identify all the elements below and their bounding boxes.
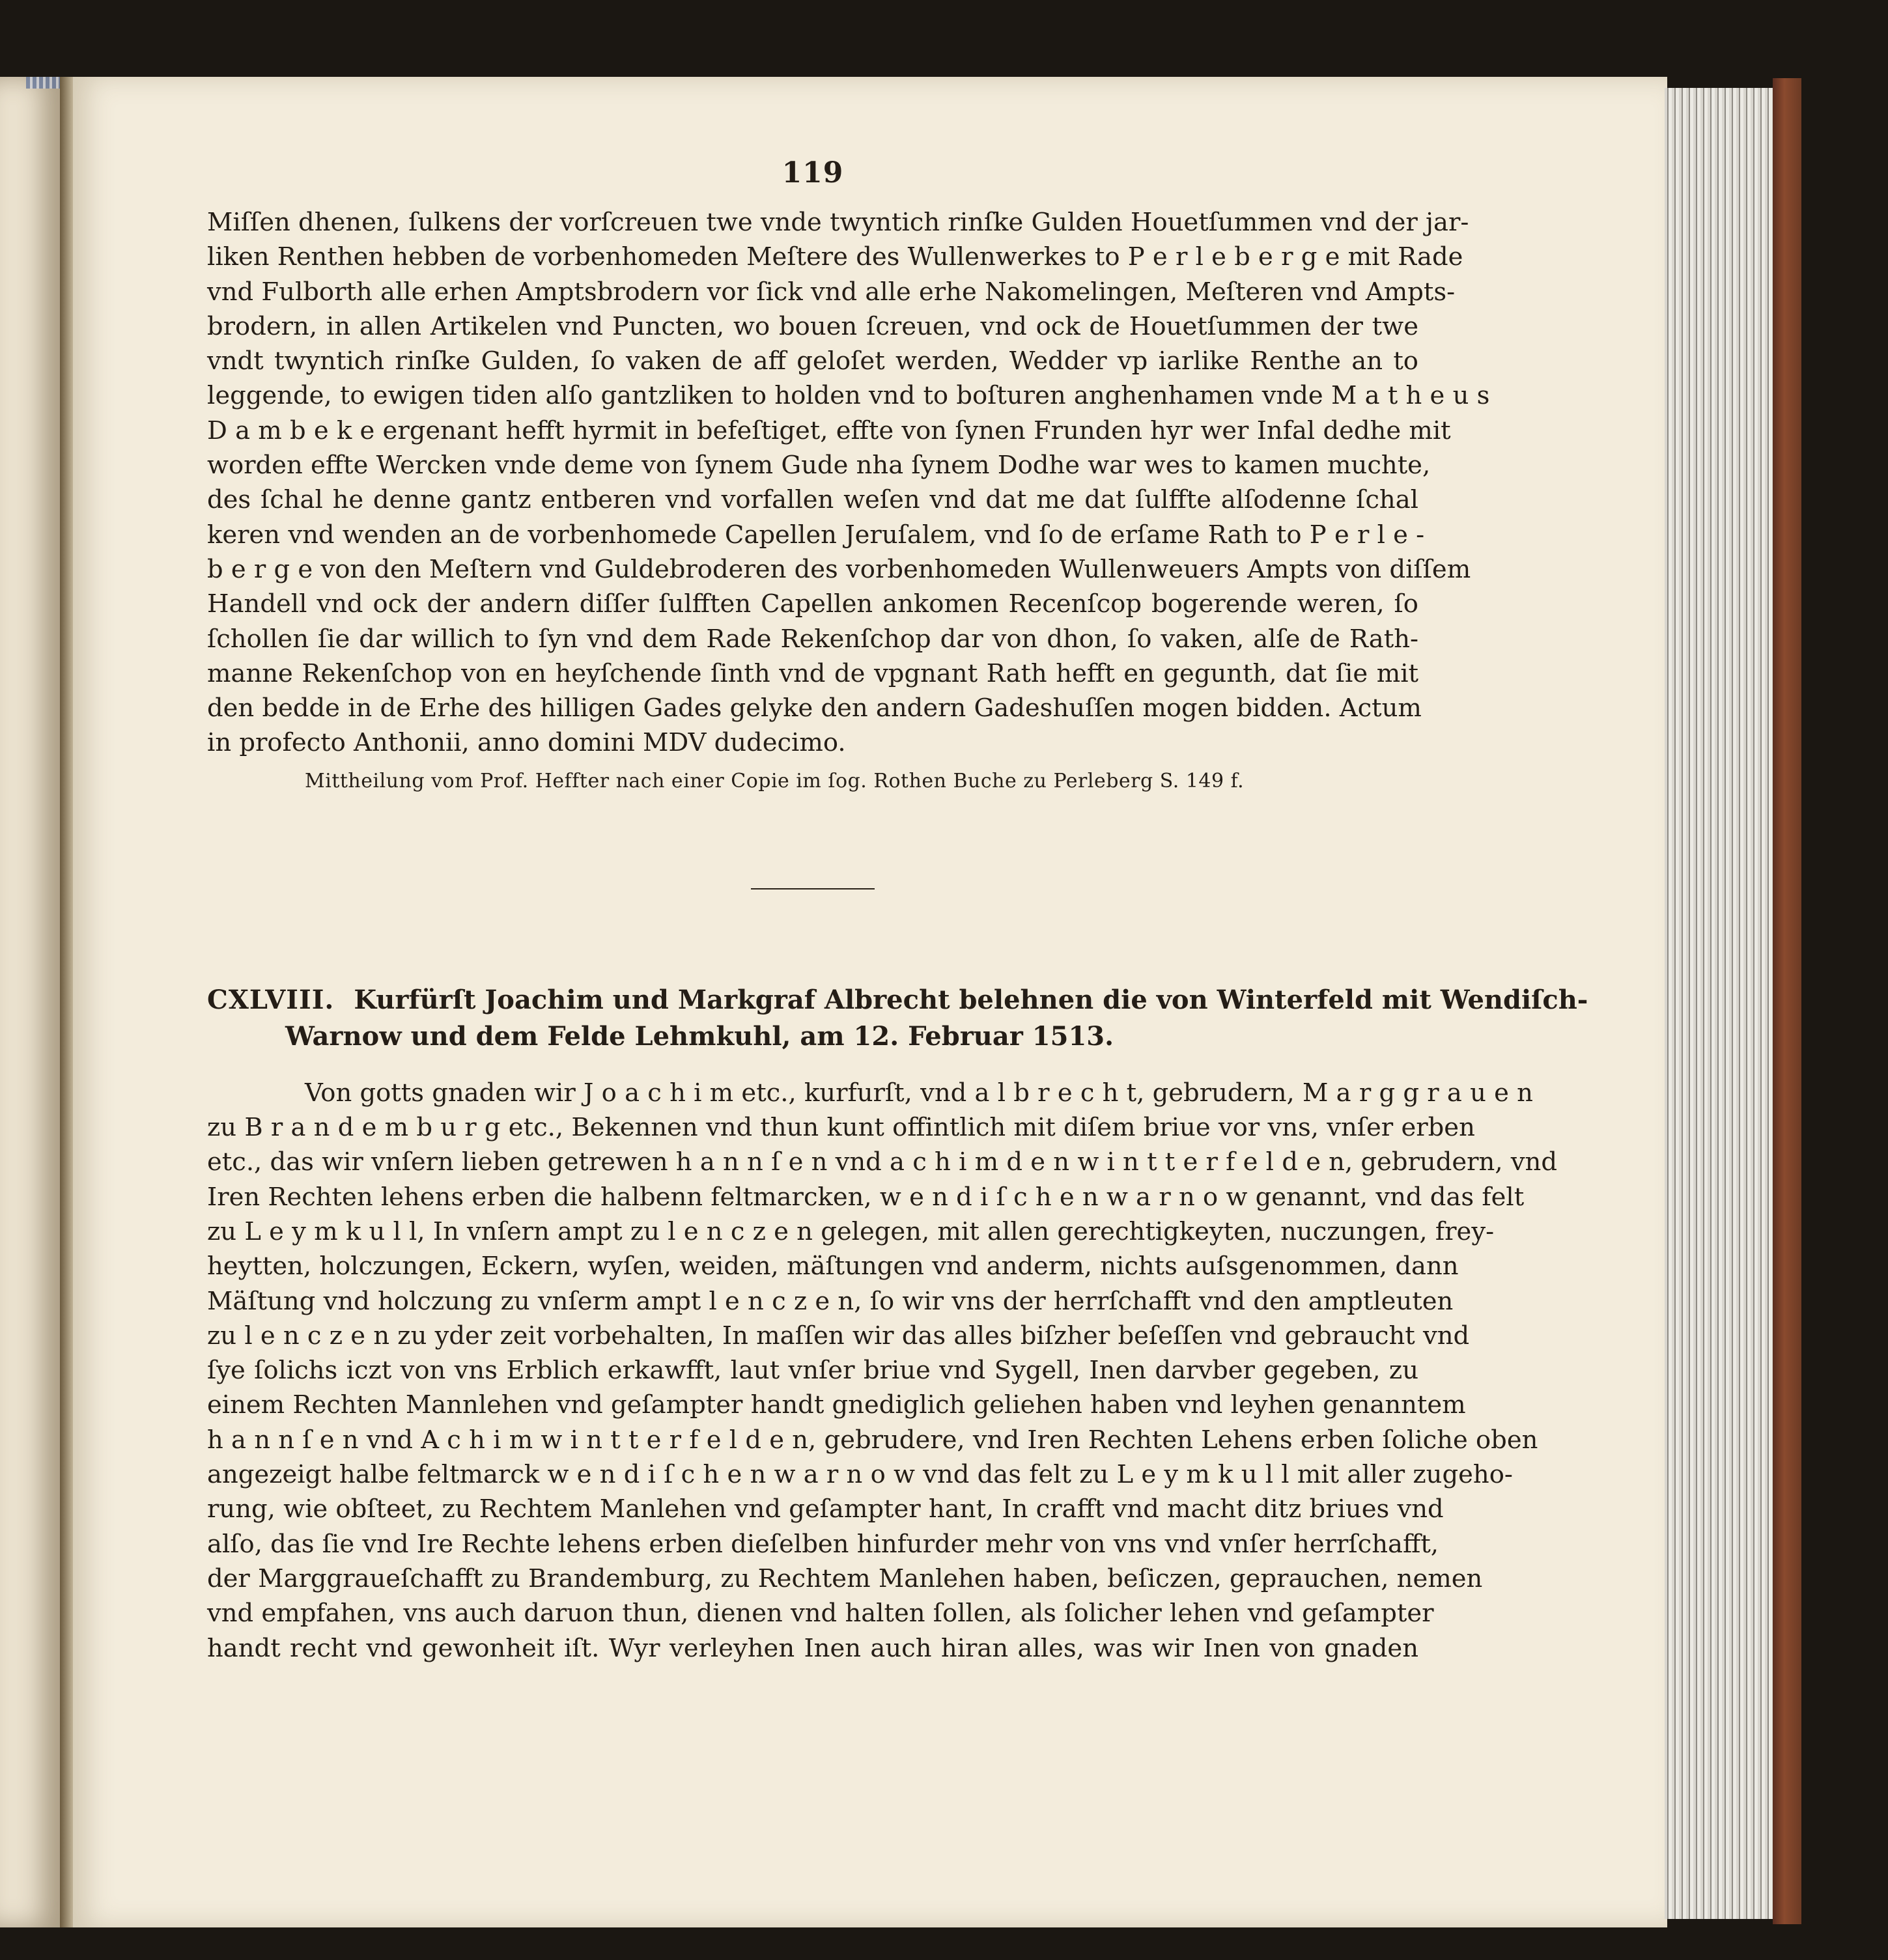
page-edges bbox=[1665, 88, 1775, 1919]
text-line: des ſchal he denne gantz entberen vnd vorfallen weſen vnd dat me dat ſulffte alſodenne ſchal bbox=[207, 485, 1418, 515]
text-line: einem Rechten Mannlehen vnd geſampter handt gnediglich geliehen haben vnd leyhen genanntem bbox=[207, 1390, 1466, 1420]
text-line: vndt twyntich rinſke Gulden, ſo vaken de aff geloſet werden, Wedder vp iarlike Renthe an to bbox=[207, 346, 1418, 376]
text-line: Handell vnd ock der andern diſſer ſulfften Capellen ankomen Recenſcop bogerende weren, ſo bbox=[207, 589, 1418, 619]
text-line: ſye ſolichs iczt von vns Erblich erkawfft, laut vnſer briue vnd Sygell, Inen darvber gegeben, zu bbox=[207, 1356, 1418, 1386]
text-line: der Marggraueſchafft zu Brandemburg, zu Rechtem Manlehen haben, beſiczen, geprauchen, nemen bbox=[207, 1563, 1483, 1593]
text-line: heytten, holczungen, Eckern, wyſen, weiden, mäſtungen vnd anderm, nichts auſsgenommen, dann bbox=[207, 1252, 1459, 1281]
text-line: leggende, to ewigen tiden alſo gantzliken to holden vnd to boſturen anghenhamen vnde M a t h e u s bbox=[207, 381, 1490, 411]
text-line: etc., das wir vnſern lieben getrewen h a n n ſ e n vnd a c h i m d e n w i n t t e r f e l d e n, gebrudern, vnd bbox=[207, 1147, 1557, 1177]
section-divider bbox=[751, 888, 875, 889]
text-line: manne Rekenſchop von en heyſchende ſinth vnd de vpgnant Rath hefft en gegunth, dat ſie mit bbox=[207, 658, 1418, 688]
text-line: den bedde in de Erhe des hilligen Gades gelyke den andern Gadeshuſſen mogen bidden. Actum bbox=[207, 693, 1422, 723]
page-text-area bbox=[207, 156, 1588, 1666]
document-body bbox=[207, 1076, 1557, 1666]
text-line: brodern, in allen Artikelen vnd Puncten, wo bouen ſcreuen, vnd ock de Houetſummen der twe bbox=[207, 311, 1418, 341]
book-gutter bbox=[60, 77, 74, 1927]
continued-paragraph bbox=[207, 205, 1490, 761]
book-cover-edge bbox=[1773, 78, 1801, 1924]
text-line: rung, wie obſteet, zu Rechtem Manlehen vnd geſampter hant, In crafft vnd macht ditz briues vnd bbox=[207, 1494, 1444, 1524]
text-line: Mäſtung vnd holczung zu vnſerm ampt l e n c z e n, ſo wir vns der herrſchafft vnd den amptleuten bbox=[207, 1286, 1454, 1316]
text-line: Iren Rechten lehens erben die halbenn feltmarcken, w e n d i ſ c h e n w a r n o w genannt, vnd das felt bbox=[207, 1182, 1525, 1212]
text-line: worden effte Wercken vnde deme von ſynem Gude nha ſynem Dodhe war wes to kamen muchte, bbox=[207, 451, 1431, 481]
text-line: D a m b e k e ergenant hefft hyrmit in befeſtiget, effte von ſynen Frunden hyr wer Infal dedhe mit bbox=[207, 415, 1451, 445]
text-line: zu l e n c z e n zu yder zeit vorbehalten, In maſſen wir das alles biſzher beſeſſen vnd gebraucht vnd bbox=[207, 1321, 1470, 1351]
page-number: 119 bbox=[782, 156, 844, 189]
text-line: h a n n ſ e n vnd A c h i m w i n t t e r f e l d e n, gebrudere, vnd Iren Rechten Lehens erben ſoliche oben bbox=[207, 1425, 1538, 1455]
text-line: vnd empfahen, vns auch daruon thun, dienen vnd halten ſollen, als ſolicher lehen vnd geſampter bbox=[207, 1599, 1434, 1629]
text-line: vnd Fulborth alle erhen Amptsbrodern vor ſick vnd alle erhe Nakomelingen, Meſteren vnd Ampts- bbox=[207, 277, 1456, 307]
text-line: ſchollen ſie dar willich to ſyn vnd dem Rade Rekenſchop dar von dhon, ſo vaken, alſe de Rath- bbox=[207, 624, 1418, 654]
heading-line-1 bbox=[207, 982, 1588, 1018]
section-heading bbox=[207, 982, 1588, 1055]
section-number: CXLVIII. bbox=[207, 984, 335, 1015]
left-page bbox=[0, 77, 60, 1927]
text-line: liken Renthen hebben de vorbenhomeden Meſtere des Wullenwerkes to P e r l e b e r g e mit Rade bbox=[207, 242, 1463, 272]
text-line: alſo, das ſie vnd Ire Rechte lehens erben dieſelben hinfurder mehr von vns vnd vnſer herrſchafft, bbox=[207, 1529, 1439, 1559]
text-line: zu B r a n d e m b u r g etc., Bekennen vnd thun kunt offintlich mit diſem briue vor vns, vnſer erben bbox=[207, 1113, 1475, 1143]
heading-title-1: Kurfürſt Joachim und Markgraf Albrecht belehnen die von Winterfeld mit Wendiſch- bbox=[354, 984, 1588, 1015]
text-line: Von gotts gnaden wir J o a c h i m etc., kurfurſt, vnd a l b r e c h t, gebrudern, M a r g g r a u e n bbox=[305, 1078, 1533, 1108]
text-line: in profecto Anthonii, anno domini MDV dudecimo. bbox=[207, 728, 846, 758]
text-line: Miſſen dhenen, ſulkens der vorſcreuen twe vnde twyntich rinſke Gulden Houetſummen vnd der jar- bbox=[207, 208, 1469, 237]
text-line: zu L e y m k u l l, In vnſern ampt zu l e n c z e n gelegen, mit allen gerechtigkeyten, nuczungen, frey- bbox=[207, 1216, 1495, 1246]
text-line: handt recht vnd gewonheit iſt. Wyr verleyhen Inen auch hiran alles, was wir Inen von gnaden bbox=[207, 1633, 1418, 1663]
text-line: b e r g e von den Meſtern vnd Guldebroderen des vorbenhomeden Wullenweuers Ampts von diſſem bbox=[207, 554, 1471, 584]
source-note: Mittheilung vom Prof. Heffter nach einer Copie im ſog. Rothen Buche zu Perleberg S. 149 f. bbox=[305, 769, 1245, 792]
text-line: angezeigt halbe feltmarck w e n d i ſ c h e n w a r n o w vnd das felt zu L e y m k u l l mit aller zugeho- bbox=[207, 1460, 1513, 1490]
heading-title-2: Warnow und dem Felde Lehmkuhl, am 12. Februar 1513. bbox=[285, 1020, 1114, 1052]
text-line: keren vnd wenden an de vorbenhomede Capellen Jeruſalem, vnd ſo de erſame Rath to P e r l e - bbox=[207, 520, 1425, 550]
